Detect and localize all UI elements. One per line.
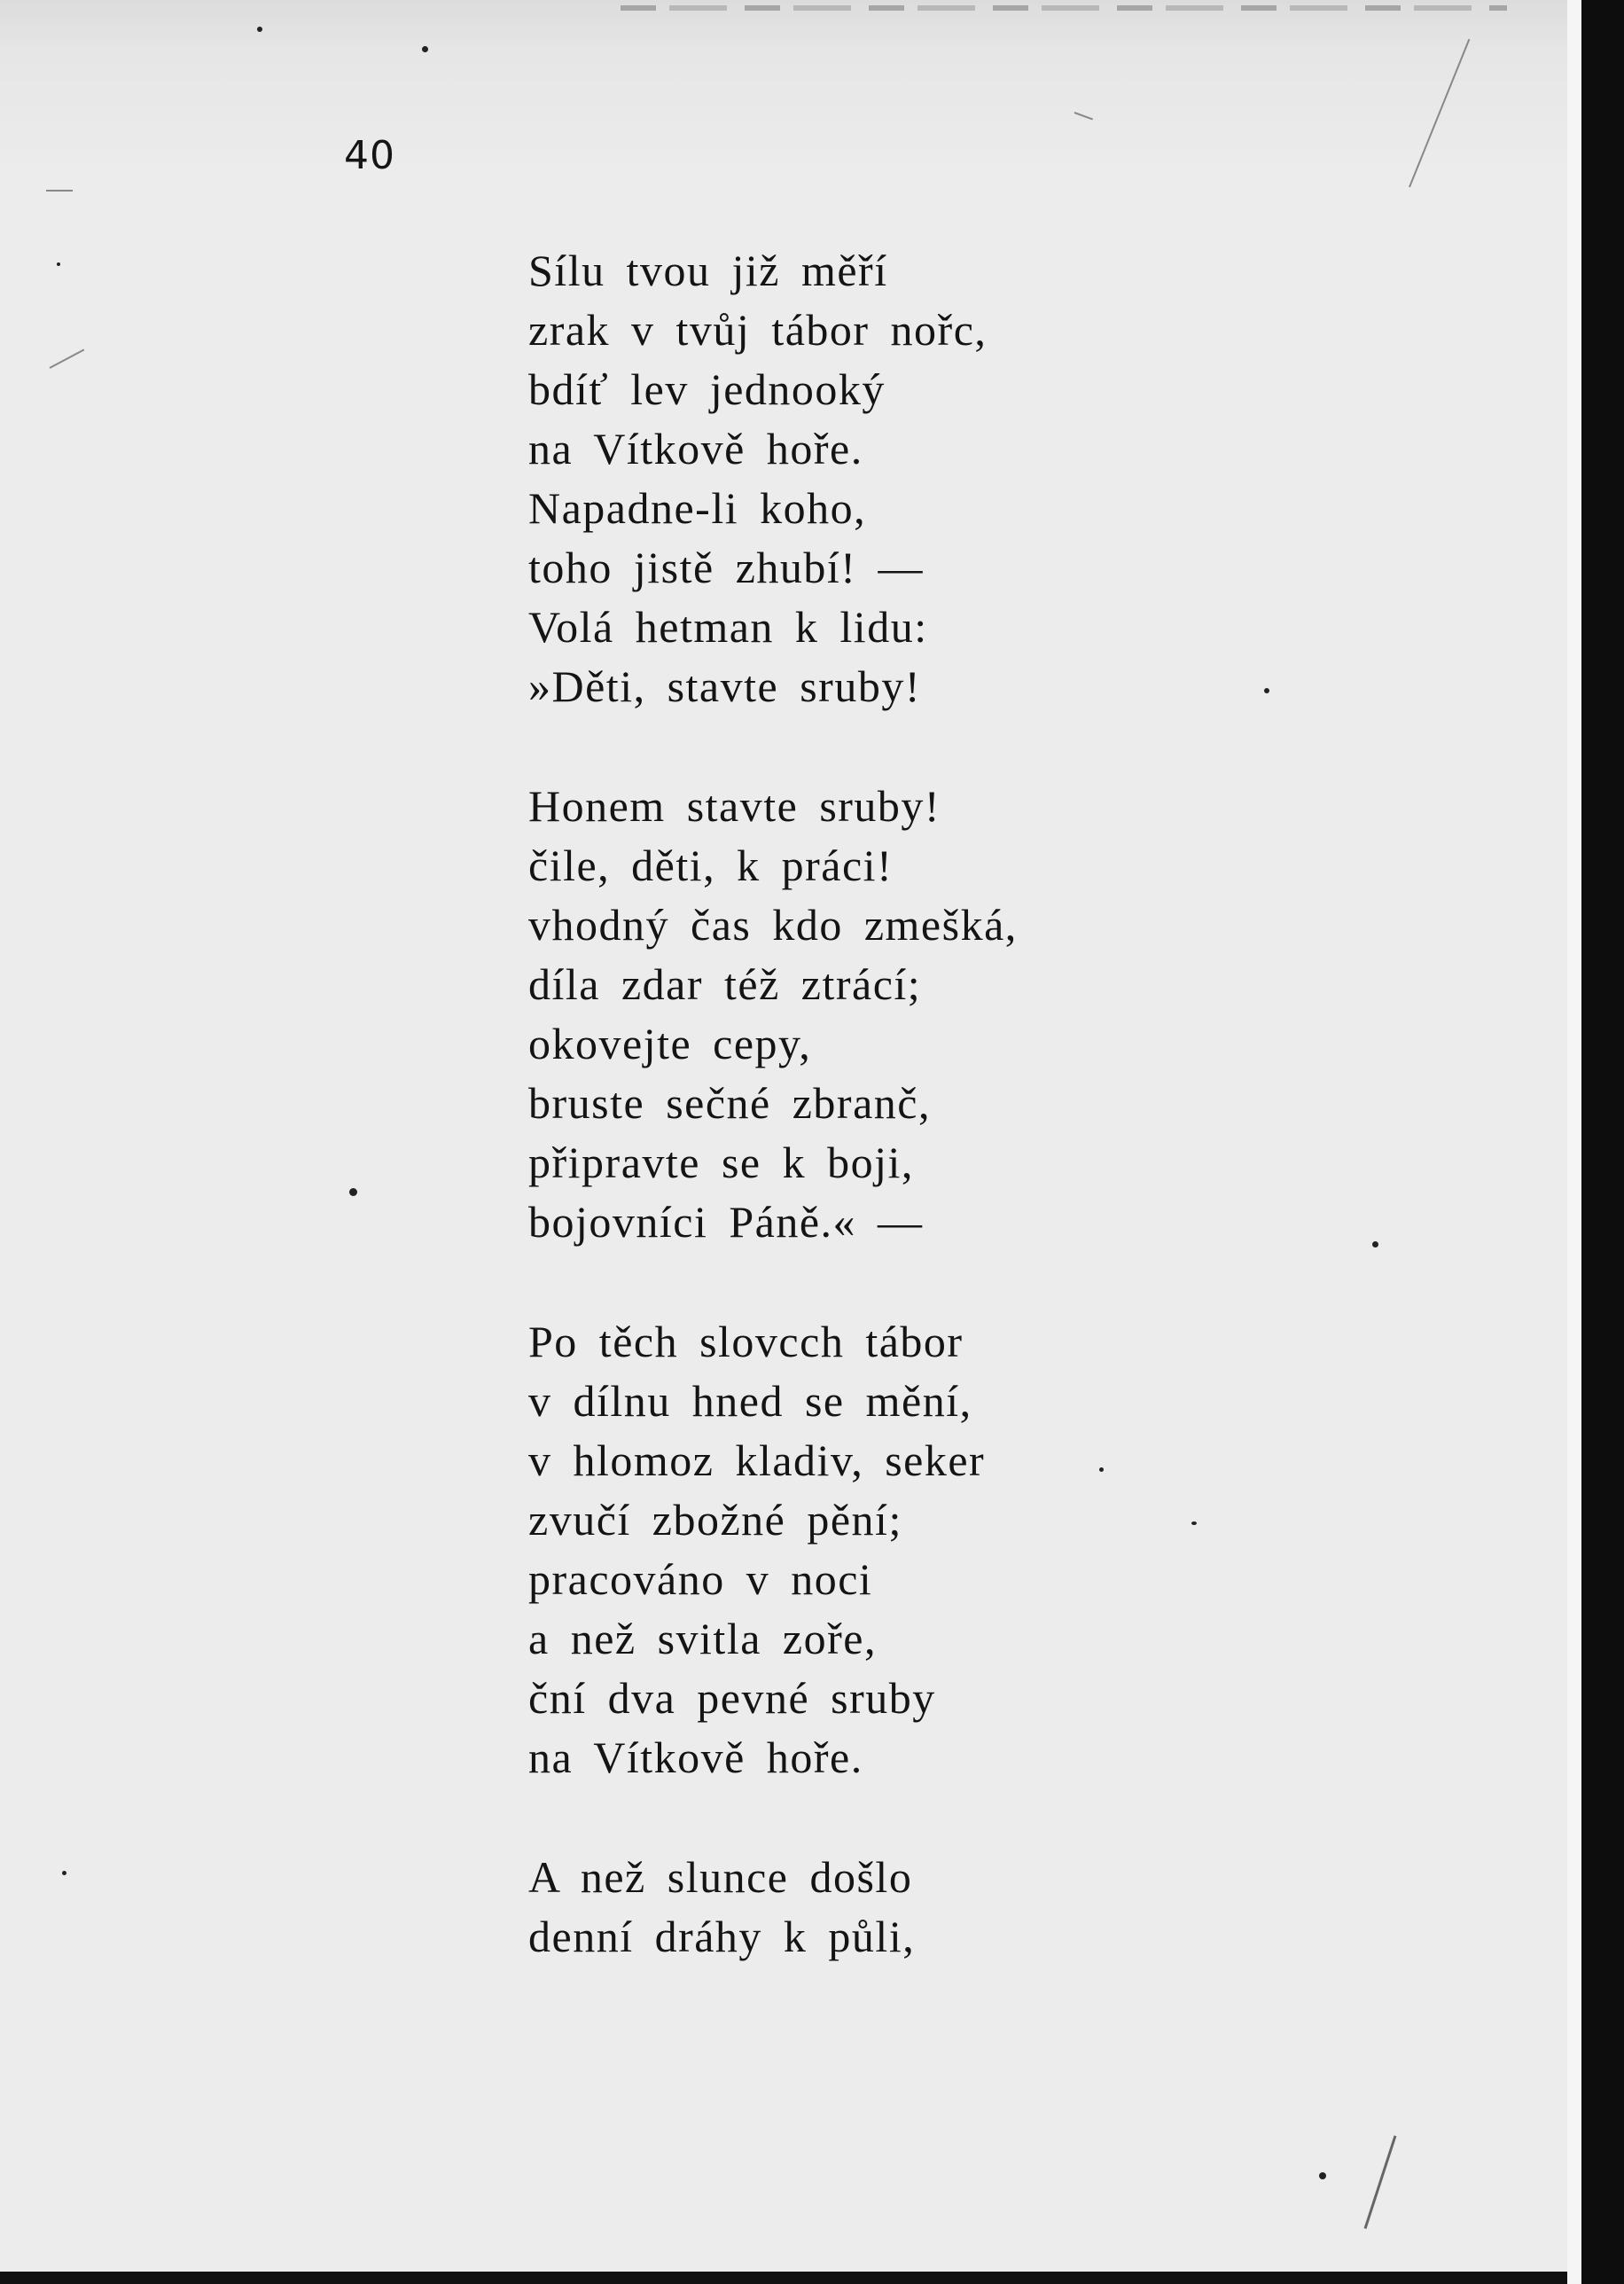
- poem-line: bdíť lev jednooký: [528, 364, 886, 414]
- poem-line: v dílnu hned se mění,: [528, 1376, 972, 1426]
- poem-line: A než slunce došlo: [528, 1852, 913, 1902]
- poem-line: zrak v tvůj tábor nořc,: [528, 305, 988, 355]
- scan-speck: [1099, 1467, 1104, 1472]
- poem-line: zvučí zbožné pění;: [528, 1495, 902, 1545]
- scan-speck: [57, 262, 60, 266]
- scan-scratch: [1364, 2135, 1397, 2229]
- stanza: [528, 1848, 1202, 1967]
- scan-scratch: [46, 190, 73, 192]
- scan-speck: [257, 27, 262, 32]
- scan-scratch: [50, 348, 85, 368]
- poem-line: díla zdar též ztrácí;: [528, 959, 922, 1009]
- stanza: [528, 1312, 1202, 1787]
- poem-line: Honem stavte sruby!: [528, 781, 941, 831]
- scan-speck: [62, 1871, 66, 1875]
- scan-speck: [1264, 688, 1269, 693]
- scan-speck: [1372, 1241, 1378, 1248]
- poem-line: a než svitla zoře,: [528, 1614, 877, 1663]
- poem-line: pracováno v noci: [528, 1554, 873, 1604]
- scan-speck: [1319, 2172, 1326, 2179]
- stanza: [528, 777, 1202, 1252]
- poem-line: čile, děti, k práci!: [528, 841, 894, 890]
- poem-line: »Děti, stavte sruby!: [528, 661, 921, 711]
- poem-line: Sílu tvou již měří: [528, 246, 888, 295]
- page-right-margin: [1567, 0, 1581, 2284]
- poem-line: Napadne-li koho,: [528, 483, 867, 533]
- poem-line: připravte se k boji,: [528, 1138, 914, 1187]
- poem-line: na Vítkově hoře.: [528, 424, 863, 473]
- poem-text: [528, 241, 1202, 2027]
- stanza: [528, 241, 1202, 716]
- scan-speck: [349, 1188, 357, 1196]
- poem-line: ční dva pevné sruby: [528, 1673, 936, 1723]
- poem-line: Po těch slovcch tábor: [528, 1317, 964, 1366]
- poem-line: v hlomoz kladiv, seker: [528, 1435, 986, 1485]
- scan-scratch: [1074, 112, 1093, 120]
- poem-line: denní dráhy k půli,: [528, 1912, 916, 1961]
- poem-line: toho jistě zhubí! —: [528, 543, 924, 592]
- poem-line: bruste sečné zbranč,: [528, 1078, 931, 1128]
- scan-background-edge: [1581, 0, 1624, 2284]
- scan-speck: [1191, 1521, 1197, 1525]
- page-number: 40: [344, 133, 395, 178]
- poem-line: vhodný čas kdo zmešká,: [528, 900, 1018, 950]
- poem-line: bojovníci Páně.« —: [528, 1197, 924, 1247]
- scan-artifact-top-edge: [621, 5, 1507, 11]
- scan-speck: [422, 46, 428, 52]
- poem-line: na Vítkově hoře.: [528, 1733, 863, 1782]
- scan-scratch: [1409, 39, 1470, 188]
- poem-line: okovejte cepy,: [528, 1019, 812, 1068]
- poem-line: Volá hetman k lidu:: [528, 602, 928, 652]
